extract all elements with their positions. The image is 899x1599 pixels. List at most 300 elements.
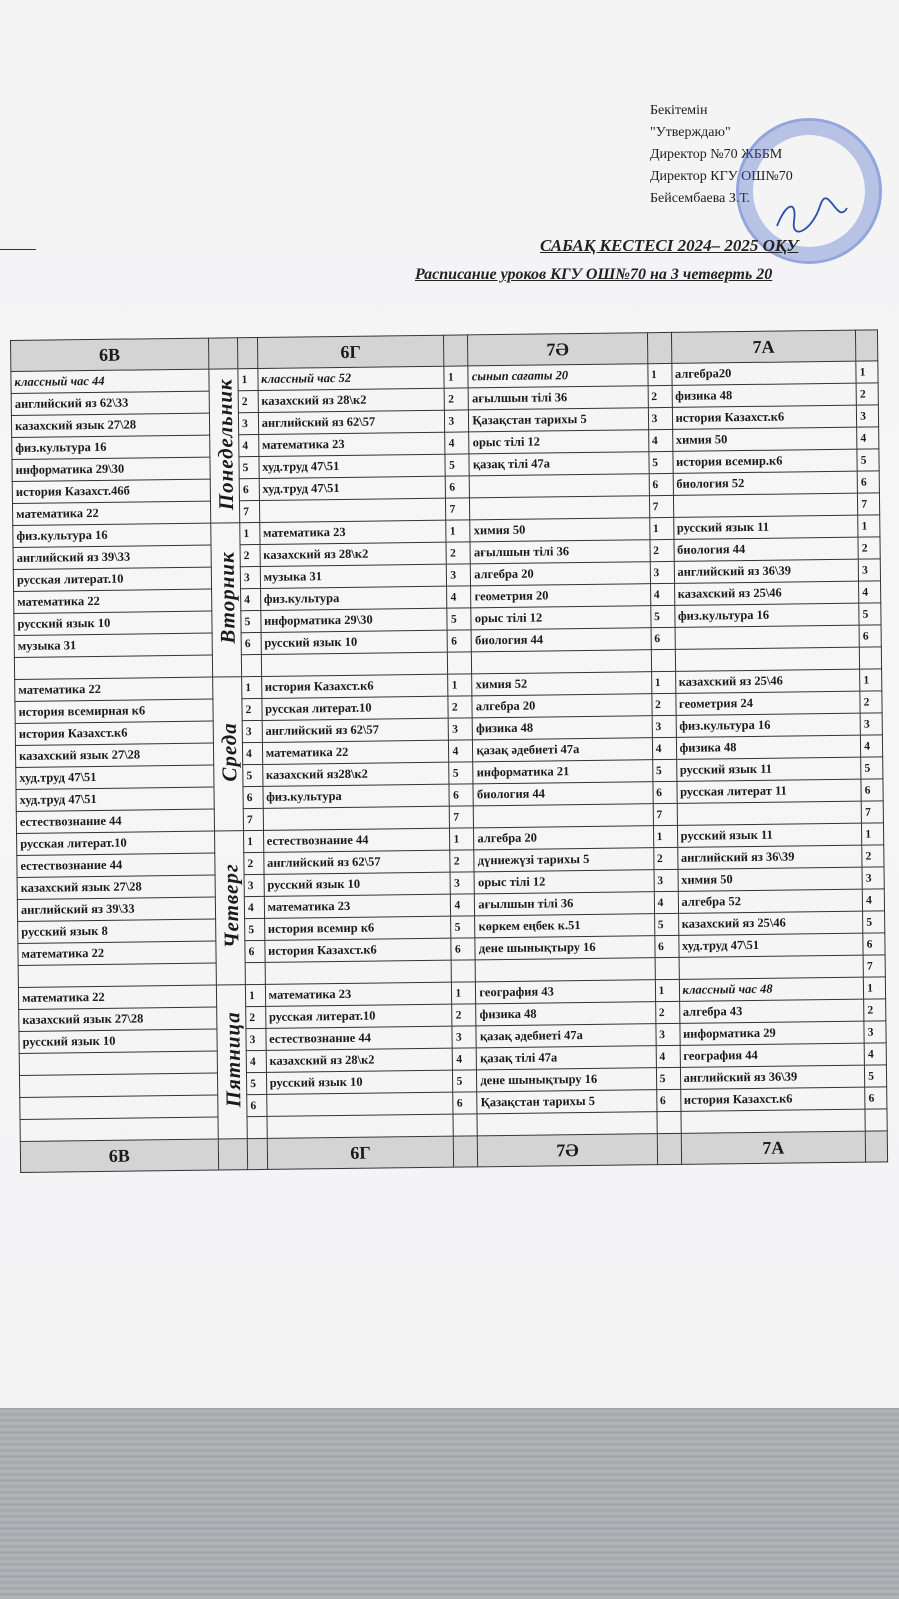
- lesson-6g: музыка 31: [260, 564, 447, 588]
- lesson-7a-kz: Қазақстан тарихы 5: [477, 1090, 657, 1114]
- lesson-number: 6: [865, 1087, 887, 1109]
- lesson-number: 2: [242, 698, 262, 720]
- lesson-6g: математика 23: [264, 894, 451, 918]
- approval-line-3: Директор №70 ЖББМ: [650, 147, 783, 162]
- lesson-number: 7: [446, 498, 470, 520]
- lesson-number: 1: [862, 823, 884, 845]
- lesson-number: 2: [445, 388, 469, 410]
- lesson-number: [657, 1111, 681, 1133]
- lesson-6g: казахский яз28\к2: [262, 762, 449, 786]
- lesson-6g: казахский яз 28\к2: [266, 1048, 453, 1072]
- lesson-7a: русский язык 11: [673, 515, 858, 539]
- lesson-number: 6: [651, 627, 675, 649]
- lesson-7a: английский яз 36\39: [677, 845, 862, 869]
- lesson-6v: русский язык 8: [18, 919, 216, 943]
- lesson-number: 6: [861, 779, 883, 801]
- lesson-6v: казахский язык 27\28: [17, 875, 215, 899]
- lesson-6g: [261, 652, 448, 676]
- lesson-7a-kz: орыс тілі 12: [471, 606, 651, 630]
- lesson-7a-kz: алгебра 20: [474, 826, 654, 850]
- lesson-7a: [680, 1109, 865, 1133]
- lesson-6g: история Казахст.к6: [261, 674, 448, 698]
- lesson-7a-kz: қазақ тілі 47а: [477, 1046, 657, 1070]
- lesson-number: 2: [858, 537, 880, 559]
- lesson-number: 1: [860, 669, 882, 691]
- lesson-7a-kz: [475, 958, 655, 982]
- header-spacer: [865, 1131, 887, 1162]
- lesson-6v: естествознание 44: [17, 853, 215, 877]
- lesson-number: 3: [240, 566, 260, 588]
- day-name: Четверг: [218, 863, 244, 949]
- lesson-7a: информатика 29: [679, 1021, 864, 1045]
- lesson-7a-kz: ағылшын тілі 36: [475, 892, 655, 916]
- header-spacer: [856, 330, 878, 361]
- lesson-number: 3: [648, 407, 672, 429]
- lesson-6g: математика 22: [262, 740, 449, 764]
- lesson-number: 5: [650, 605, 674, 627]
- lesson-number: 4: [652, 737, 676, 759]
- lesson-7a: история Казахст.к6: [680, 1087, 865, 1111]
- header-spacer: [247, 1138, 267, 1169]
- class-header-6g: 6Г: [267, 1136, 454, 1169]
- lesson-7a: русская литерат 11: [676, 779, 861, 803]
- lesson-number: 5: [861, 757, 883, 779]
- lesson-7a: казахский яз 25\46: [675, 669, 860, 693]
- lesson-number: 6: [247, 1094, 267, 1116]
- lesson-6g: английский яз 62\57: [263, 850, 450, 874]
- lesson-number: 3: [862, 867, 884, 889]
- lesson-number: 1: [864, 977, 886, 999]
- lesson-number: 5: [865, 1065, 887, 1087]
- lesson-number: 4: [453, 1048, 477, 1070]
- lesson-number: 2: [246, 1006, 266, 1028]
- lesson-6v: русская литерат.10: [17, 831, 215, 855]
- lesson-6v: [14, 655, 212, 679]
- lesson-number: 1: [238, 368, 258, 390]
- lesson-7a-kz: дене шынықтыру 16: [475, 936, 655, 960]
- lesson-7a-kz: [477, 1112, 657, 1136]
- lesson-6v: [20, 1095, 218, 1119]
- lesson-6v: [19, 1051, 217, 1075]
- lesson-number: 3: [447, 564, 471, 586]
- lesson-7a-kz: орыс тілі 12: [474, 870, 654, 894]
- lesson-6g: русский язык 10: [266, 1070, 453, 1094]
- header-spacer: [208, 338, 238, 369]
- lesson-number: 1: [244, 830, 264, 852]
- lesson-number: 2: [864, 999, 886, 1021]
- day-label-cell: [212, 677, 243, 831]
- lesson-number: 3: [864, 1021, 886, 1043]
- lesson-7a-kz: Қазақстан тарихы 5: [469, 408, 649, 432]
- lesson-6g: русская литерат.10: [262, 696, 449, 720]
- approval-line-5: Бейсембаева З.Т.: [650, 191, 751, 206]
- lesson-number: 3: [656, 1023, 680, 1045]
- lesson-7a-kz: [470, 474, 650, 498]
- day-name: Понедельник: [212, 377, 238, 510]
- lesson-6g: казахский яз 28\к2: [258, 388, 445, 412]
- lesson-number: [860, 647, 882, 669]
- lesson-6g: худ.труд 47\51: [259, 476, 446, 500]
- lesson-number: 6: [448, 630, 472, 652]
- day-label-cell: [209, 369, 240, 523]
- approval-line-2: "Утверждаю": [650, 125, 731, 140]
- director-signature: [772, 196, 852, 236]
- lesson-number: 7: [649, 495, 673, 517]
- header-spacer: [647, 332, 671, 363]
- lesson-6v: классный час 44: [11, 369, 209, 393]
- lesson-7a-kz: геометрия 20: [471, 584, 651, 608]
- lesson-7a: худ.труд 47\51: [678, 933, 863, 957]
- lesson-7a: алгебра 52: [678, 889, 863, 913]
- class-header-6g: 6Г: [257, 335, 444, 368]
- lesson-number: 6: [453, 1092, 477, 1114]
- lesson-number: 7: [863, 955, 885, 977]
- lesson-number: 1: [444, 366, 468, 388]
- lesson-number: 1: [450, 828, 474, 850]
- lesson-number: 3: [246, 1028, 266, 1050]
- class-header-7a-kz: 7Ә: [478, 1134, 658, 1167]
- lesson-number: 6: [859, 625, 881, 647]
- lesson-number: 1: [655, 979, 679, 1001]
- lesson-7a: химия 50: [678, 867, 863, 891]
- lesson-number: 5: [859, 603, 881, 625]
- lesson-number: 5: [857, 449, 879, 471]
- lesson-7a: химия 50: [672, 427, 857, 451]
- lesson-7a: классный час 48: [679, 977, 864, 1001]
- lesson-number: 5: [451, 916, 475, 938]
- lesson-number: 3: [654, 869, 678, 891]
- lesson-6g: русский язык 10: [264, 872, 451, 896]
- lesson-number: 4: [859, 581, 881, 603]
- lesson-6g: [259, 498, 446, 522]
- lesson-7a-kz: биология 44: [473, 782, 653, 806]
- lesson-7a: физ.культура 16: [674, 603, 859, 627]
- lesson-number: [655, 957, 679, 979]
- lesson-6g: история Казахст.к6: [264, 938, 451, 962]
- schedule-title-kz: САБАҚ КЕСТЕСІ 2024– 2025 ОҚУ: [540, 236, 799, 255]
- lesson-7a-kz: қазақ әдебиеті 47а: [473, 738, 653, 762]
- lesson-7a: физ.культура 16: [676, 713, 861, 737]
- lesson-7a-kz: физика 48: [473, 716, 653, 740]
- lesson-7a: [675, 647, 860, 671]
- lesson-6v: история Казахст.46б: [12, 479, 210, 503]
- lesson-6g: физ.культура: [260, 586, 447, 610]
- lesson-number: 2: [446, 542, 470, 564]
- lesson-number: 5: [241, 610, 261, 632]
- lesson-6v: физ.культура 16: [13, 523, 211, 547]
- lesson-number: 6: [863, 933, 885, 955]
- lesson-number: [245, 962, 265, 984]
- lesson-number: 4: [244, 896, 264, 918]
- lesson-number: 1: [856, 361, 878, 383]
- day-name: Среда: [216, 722, 242, 782]
- lesson-6v: худ.труд 47\51: [16, 765, 214, 789]
- class-header-7a: 7А: [681, 1131, 866, 1164]
- lesson-number: [453, 1114, 477, 1136]
- lesson-number: 1: [647, 363, 671, 385]
- lesson-7a-kz: химия 52: [472, 672, 652, 696]
- lesson-number: 3: [857, 405, 879, 427]
- lesson-number: 6: [653, 781, 677, 803]
- lesson-6v: математика 22: [14, 589, 212, 613]
- lesson-6v: русская литерат.10: [13, 567, 211, 591]
- lesson-number: 4: [246, 1050, 266, 1072]
- lesson-6g: худ.труд 47\51: [259, 454, 446, 478]
- lesson-7a-kz: қазақ әдебиеті 47а: [476, 1024, 656, 1048]
- lesson-6v: английский яз 39\33: [17, 897, 215, 921]
- lesson-7a: физика 48: [672, 383, 857, 407]
- lesson-6g: [263, 806, 450, 830]
- lesson-7a: алгебра 43: [679, 999, 864, 1023]
- lesson-7a: история всемир.к6: [672, 449, 857, 473]
- lesson-6v: естествознание 44: [16, 809, 214, 833]
- lesson-6g: [267, 1114, 454, 1138]
- lesson-7a: физика 48: [676, 735, 861, 759]
- left-rule: [0, 249, 36, 250]
- lesson-6v: математика 22: [18, 941, 216, 965]
- lesson-6g: математика 23: [265, 982, 452, 1006]
- lesson-number: 4: [447, 586, 471, 608]
- lesson-6v: английский яз 39\33: [13, 545, 211, 569]
- lesson-number: 4: [650, 583, 674, 605]
- lesson-number: 7: [653, 803, 677, 825]
- lesson-number: 2: [862, 845, 884, 867]
- header-spacer: [238, 337, 258, 368]
- lesson-number: 4: [648, 429, 672, 451]
- lesson-number: 1: [448, 674, 472, 696]
- lesson-number: 7: [858, 493, 880, 515]
- lesson-number: 3: [650, 561, 674, 583]
- class-header-6v: 6В: [20, 1139, 218, 1172]
- lesson-number: 3: [452, 1026, 476, 1048]
- lesson-number: 4: [654, 891, 678, 913]
- lesson-number: 2: [452, 1004, 476, 1026]
- lesson-number: 5: [243, 764, 263, 786]
- lesson-6v: музыка 31: [14, 633, 212, 657]
- schedule-table: [10, 329, 888, 1173]
- day-label-cell: [214, 831, 245, 985]
- lesson-7a: русский язык 11: [677, 823, 862, 847]
- lesson-7a-kz: информатика 21: [473, 760, 653, 784]
- header-spacer: [454, 1136, 478, 1167]
- lesson-6v: казахский язык 27\28: [11, 413, 209, 437]
- lesson-number: 5: [239, 456, 259, 478]
- lesson-number: 4: [857, 427, 879, 449]
- lesson-number: [452, 960, 476, 982]
- lesson-number: 1: [452, 982, 476, 1004]
- lesson-6v: история всемирная к6: [15, 699, 213, 723]
- lesson-number: 4: [656, 1045, 680, 1067]
- approval-line-1: Бекітемін: [650, 103, 708, 118]
- lesson-number: 1: [653, 825, 677, 847]
- lesson-7a-kz: дүниежүзі тарихы 5: [474, 848, 654, 872]
- lesson-number: 6: [239, 478, 259, 500]
- day-label-cell: [216, 985, 247, 1139]
- lesson-number: 5: [245, 918, 265, 940]
- lesson-7a-kz: [474, 804, 654, 828]
- lesson-6g: классный час 52: [257, 366, 444, 390]
- lesson-7a-kz: химия 50: [470, 518, 650, 542]
- lesson-number: [448, 652, 472, 674]
- lesson-number: 7: [243, 808, 263, 830]
- lesson-number: 2: [648, 385, 672, 407]
- lesson-6v: [19, 1073, 217, 1097]
- lesson-number: 5: [449, 762, 473, 784]
- lesson-number: 6: [649, 473, 673, 495]
- lesson-number: 6: [446, 476, 470, 498]
- lesson-7a-kz: алгебра 20: [471, 562, 651, 586]
- lesson-number: 2: [653, 847, 677, 869]
- lesson-number: 2: [240, 544, 260, 566]
- lesson-7a: казахский яз 25\46: [678, 911, 863, 935]
- lesson-number: 3: [242, 720, 262, 742]
- lesson-7a-kz: биология 44: [471, 628, 651, 652]
- lesson-7a-kz: дене шынықтыру 16: [477, 1068, 657, 1092]
- class-header-7a: 7А: [671, 330, 856, 363]
- lesson-7a: геометрия 24: [675, 691, 860, 715]
- lesson-7a-kz: ағылшын тілі 36: [470, 540, 650, 564]
- lesson-number: 7: [450, 806, 474, 828]
- lesson-number: [651, 649, 675, 671]
- lesson-number: 4: [451, 894, 475, 916]
- lesson-6v: информатика 29\30: [12, 457, 210, 481]
- lesson-number: 4: [862, 889, 884, 911]
- lesson-number: 2: [651, 693, 675, 715]
- lesson-6v: казахский язык 27\28: [19, 1007, 217, 1031]
- lesson-6v: математика 22: [12, 501, 210, 525]
- lesson-7a: биология 44: [674, 537, 859, 561]
- lesson-7a: [673, 493, 858, 517]
- lesson-number: 2: [238, 390, 258, 412]
- lesson-number: 4: [449, 740, 473, 762]
- lesson-number: 2: [244, 852, 264, 874]
- lesson-6v: [20, 1117, 218, 1141]
- lesson-6v: история Казахст.к6: [15, 721, 213, 745]
- lesson-6v: [18, 963, 216, 987]
- lesson-6v: русский язык 10: [19, 1029, 217, 1053]
- lesson-number: 6: [241, 632, 261, 654]
- class-header-6v: 6В: [11, 338, 209, 371]
- lesson-number: 3: [652, 715, 676, 737]
- lesson-6g: естествознание 44: [266, 1026, 453, 1050]
- lesson-number: 5: [247, 1072, 267, 1094]
- lesson-number: [241, 654, 261, 676]
- lesson-6g: естествознание 44: [263, 828, 450, 852]
- day-label-cell: [210, 523, 241, 677]
- lesson-number: 3: [445, 410, 469, 432]
- lesson-number: 7: [240, 500, 260, 522]
- lesson-7a: казахский яз 25\46: [674, 581, 859, 605]
- lesson-number: 3: [858, 559, 880, 581]
- lesson-number: 4: [239, 434, 259, 456]
- lesson-7a: [677, 801, 862, 825]
- lesson-number: 5: [656, 1067, 680, 1089]
- lesson-number: 1: [651, 671, 675, 693]
- lesson-number: 5: [654, 913, 678, 935]
- lesson-7a: английский яз 36\39: [680, 1065, 865, 1089]
- lesson-7a-kz: сынып сағаты 20: [468, 364, 648, 388]
- lesson-number: 6: [654, 935, 678, 957]
- lesson-number: 6: [656, 1089, 680, 1111]
- lesson-number: 5: [652, 759, 676, 781]
- lesson-6g: казахский яз 28\к2: [260, 542, 447, 566]
- lesson-number: 1: [242, 676, 262, 698]
- lesson-number: 5: [453, 1070, 477, 1092]
- lesson-6v: английский яз 62\33: [11, 391, 209, 415]
- lesson-number: 7: [861, 801, 883, 823]
- lesson-7a-kz: физика 48: [476, 1002, 656, 1026]
- lesson-number: 2: [650, 539, 674, 561]
- lesson-7a: русский язык 11: [676, 757, 861, 781]
- day-name: Пятница: [219, 1011, 246, 1108]
- lesson-7a-kz: қазақ тілі 47а: [469, 452, 649, 476]
- class-header-7a-kz: 7Ә: [468, 333, 648, 366]
- lesson-6g: английский яз 62\57: [258, 410, 445, 434]
- desk-surface: [0, 1408, 899, 1599]
- lesson-number: 5: [445, 454, 469, 476]
- lesson-6g: информатика 29\30: [260, 608, 447, 632]
- lesson-number: 2: [655, 1001, 679, 1023]
- lesson-7a-kz: алгебра 20: [472, 694, 652, 718]
- lesson-number: 5: [649, 451, 673, 473]
- header-spacer: [218, 1139, 248, 1170]
- day-name: Вторник: [214, 551, 240, 645]
- lesson-7a: алгебра20: [671, 361, 856, 385]
- lesson-number: 4: [445, 432, 469, 454]
- lesson-6g: английский яз 62\57: [262, 718, 449, 742]
- lesson-6g: [266, 1092, 453, 1116]
- lesson-6v: математика 22: [18, 985, 216, 1009]
- lesson-number: 1: [245, 984, 265, 1006]
- lesson-number: 3: [451, 872, 475, 894]
- lesson-number: 6: [857, 471, 879, 493]
- lesson-number: 5: [447, 608, 471, 630]
- lesson-6v: худ.труд 47\51: [16, 787, 214, 811]
- lesson-number: 6: [243, 786, 263, 808]
- lesson-number: 3: [244, 874, 264, 896]
- lesson-7a: английский яз 36\39: [674, 559, 859, 583]
- lesson-6g: математика 23: [259, 520, 446, 544]
- lesson-number: [247, 1116, 267, 1138]
- lesson-number: 3: [238, 412, 258, 434]
- lesson-number: 5: [863, 911, 885, 933]
- lesson-number: 2: [448, 696, 472, 718]
- lesson-number: 4: [864, 1043, 886, 1065]
- lesson-number: 1: [649, 517, 673, 539]
- lesson-number: 2: [856, 383, 878, 405]
- lesson-7a-kz: көркем еңбек к.51: [475, 914, 655, 938]
- approval-line-4: Директор КГУ ОШ№70: [650, 169, 793, 184]
- lesson-6v: физ.культура 16: [12, 435, 210, 459]
- header-spacer: [657, 1133, 681, 1164]
- lesson-number: 4: [861, 735, 883, 757]
- lesson-6v: казахский язык 27\28: [15, 743, 213, 767]
- lesson-7a: история Казахст.к6: [672, 405, 857, 429]
- lesson-number: 1: [858, 515, 880, 537]
- lesson-7a: [679, 955, 864, 979]
- lesson-7a: география 44: [680, 1043, 865, 1067]
- lesson-6g: история всемир к6: [264, 916, 451, 940]
- lesson-7a-kz: [470, 496, 650, 520]
- lesson-number: 6: [245, 940, 265, 962]
- lesson-6v: русский язык 10: [14, 611, 212, 635]
- lesson-number: [865, 1109, 887, 1131]
- lesson-6g: физ.культура: [263, 784, 450, 808]
- lesson-number: 4: [242, 742, 262, 764]
- header-spacer: [444, 335, 468, 366]
- lesson-7a-kz: [472, 650, 652, 674]
- lesson-number: 6: [451, 938, 475, 960]
